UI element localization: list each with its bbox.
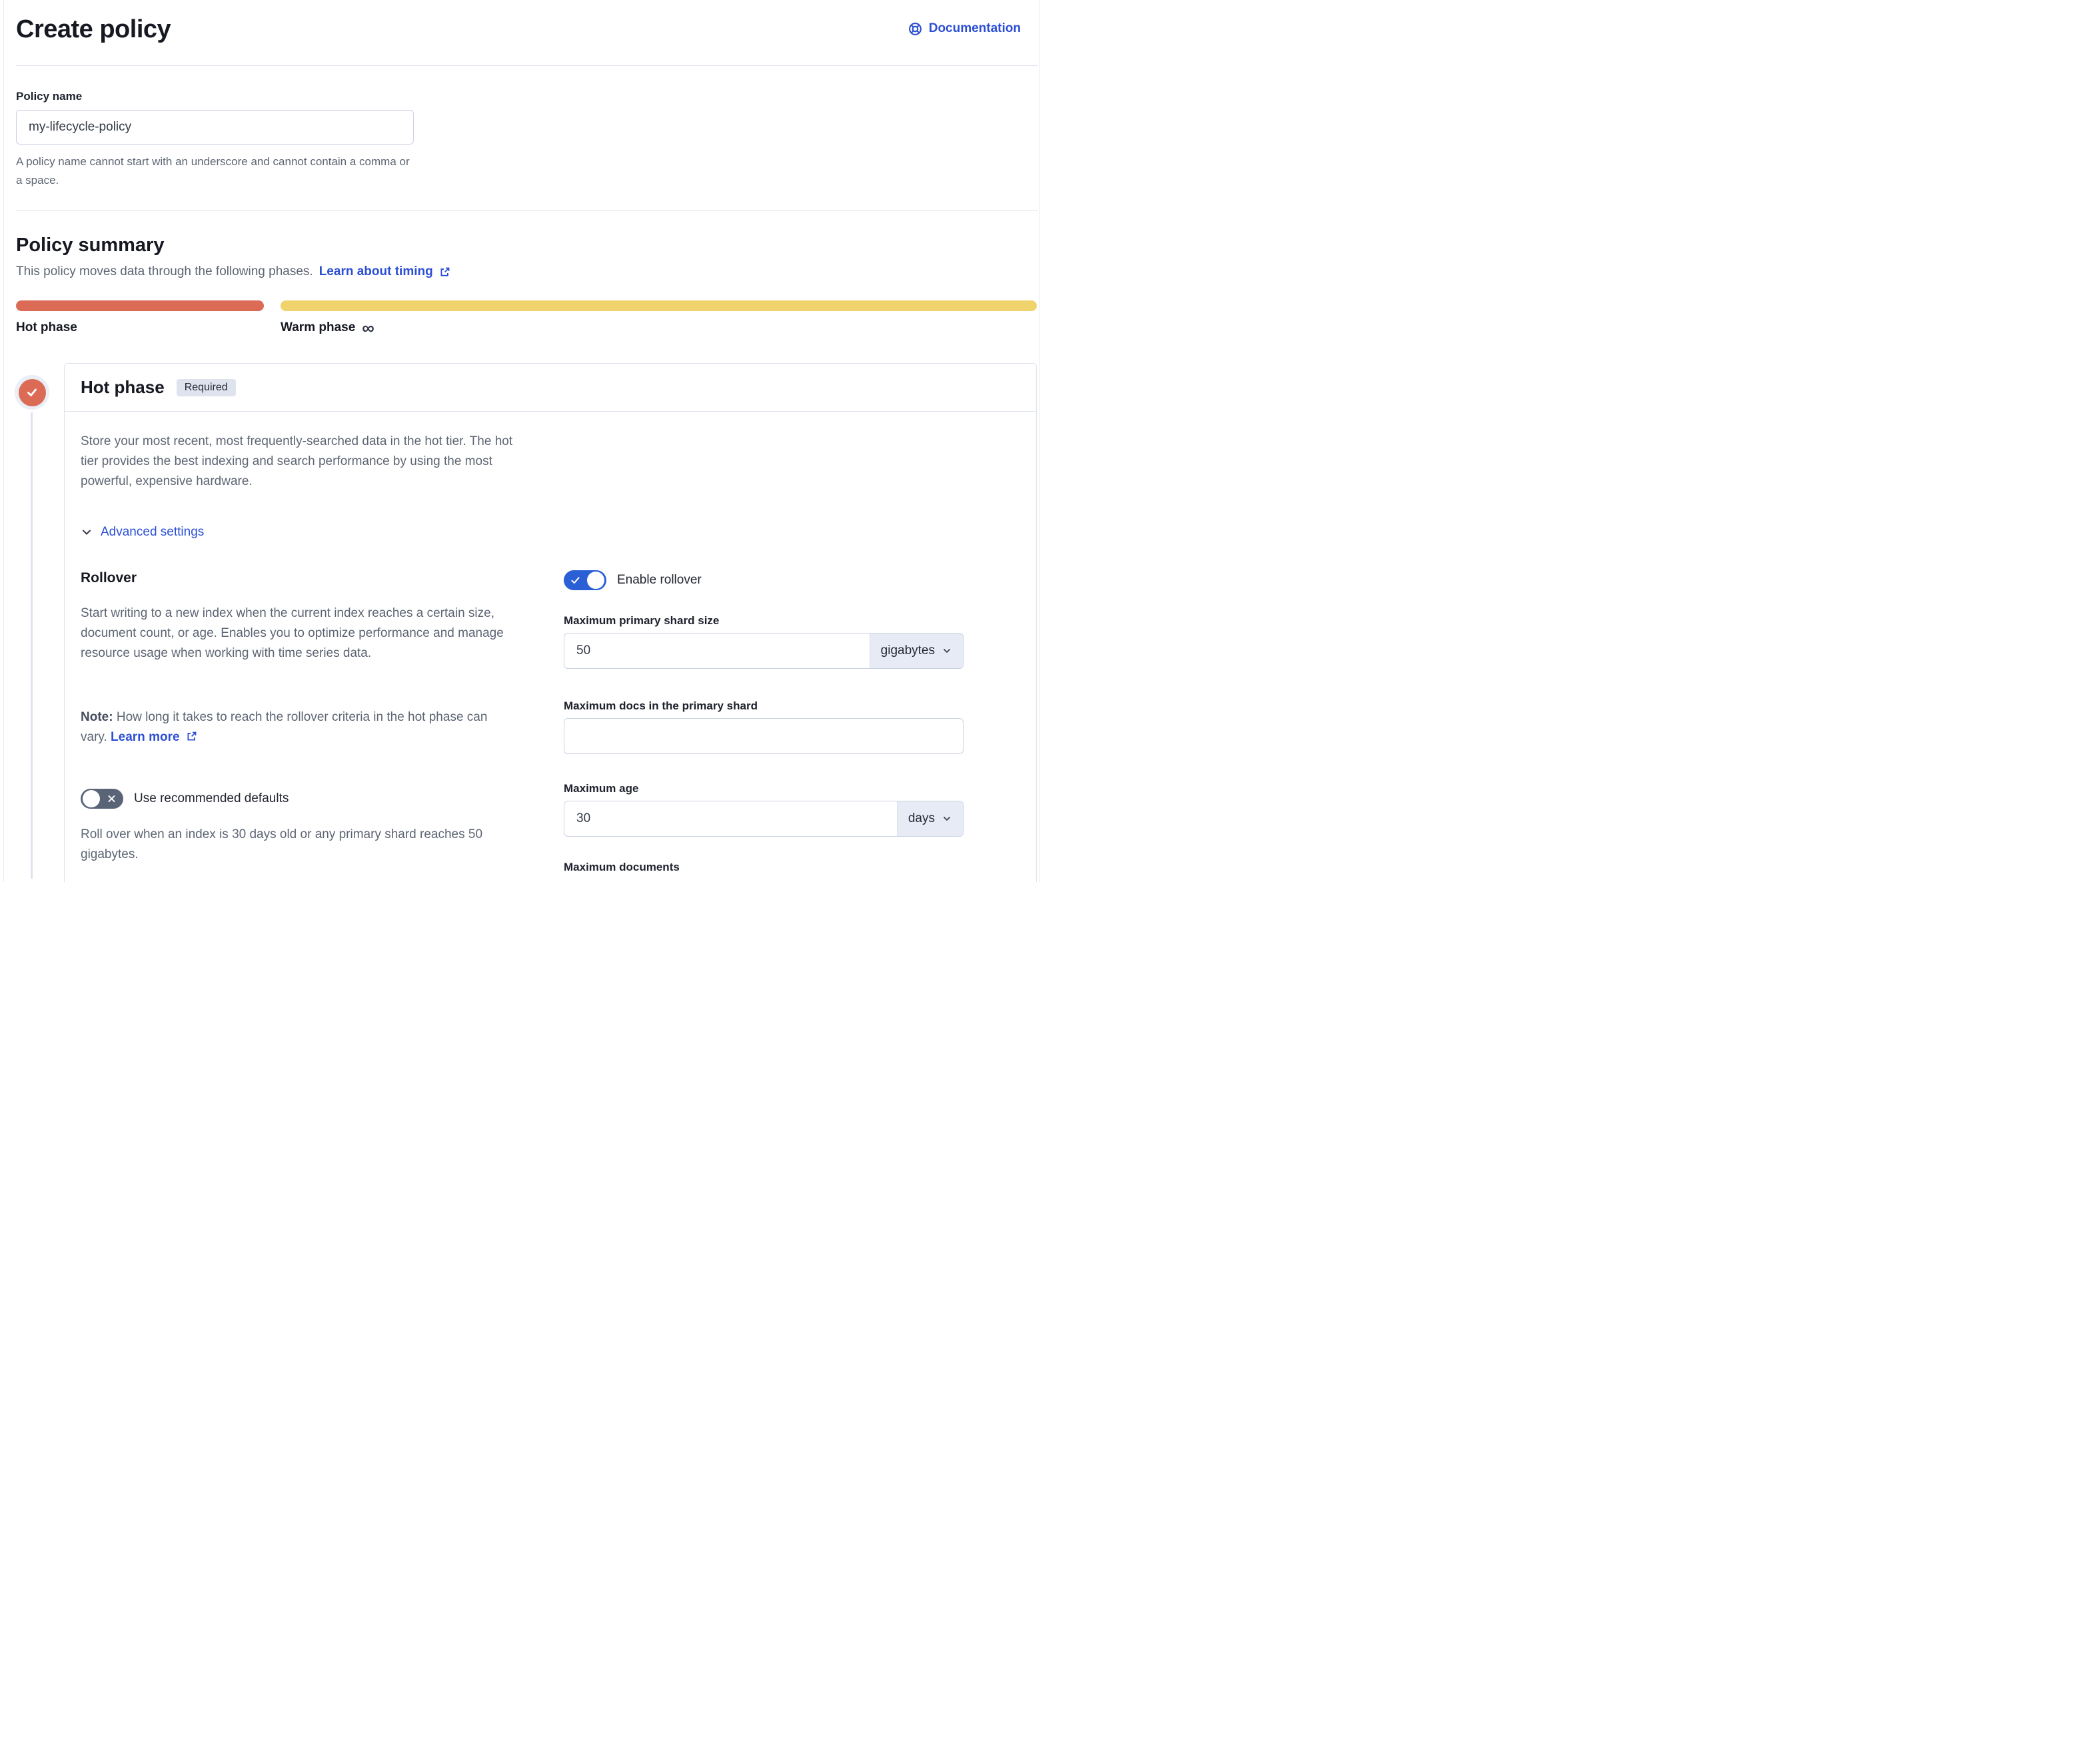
hot-phase-description: Store your most recent, most frequently-searched data in the hot tier. The hot tier provides the best indexing and search performance by using the most powerful, expensive hardware.: [81, 434, 513, 488]
rollover-grid: [81, 570, 1020, 874]
rollover-note: [81, 707, 517, 747]
use-recommended-defaults-toggle[interactable]: [81, 789, 123, 809]
use-recommended-defaults-label: Use recommended defaults: [134, 791, 289, 805]
page-title: Create policy: [16, 15, 171, 43]
hot-phase-card-header: [65, 364, 1036, 412]
max-docs-input[interactable]: [564, 719, 963, 753]
rollover-title: Rollover: [81, 570, 137, 586]
advanced-settings-label: Advanced settings: [101, 525, 205, 539]
documentation-link[interactable]: [908, 21, 1021, 36]
defaults-description: Roll over when an index is 30 days old or any primary shard reaches 50 gigabytes.: [81, 827, 483, 861]
use-recommended-defaults-row: [81, 789, 564, 809]
hot-phase-card: [64, 363, 1037, 882]
note-text: How long it takes to reach the rollover criteria in the hot phase can vary.: [81, 710, 488, 744]
max-age-label: Maximum age: [564, 782, 639, 795]
advanced-settings-toggle[interactable]: [81, 525, 204, 540]
page-header: [0, 0, 1048, 45]
rollover-fields-column: [564, 570, 964, 874]
max-docs-field: [564, 699, 964, 754]
hot-phase-card-body: [65, 412, 1036, 874]
hot-phase-check-icon: [19, 379, 46, 406]
create-policy-page: [0, 0, 1048, 882]
phase-timeline: [16, 300, 1037, 311]
external-link-icon: [186, 731, 197, 742]
rollover-description: Start writing to a new index when the current index reaches a certain size, document count, or age. Enables you to optimize performance and manage resource usage when working with time series data.: [81, 606, 504, 660]
documentation-link-label: Documentation: [928, 21, 1021, 35]
toggle-x-icon: [107, 794, 117, 804]
policy-name-label: Policy name: [16, 90, 83, 103]
max-age-input[interactable]: [564, 801, 897, 836]
required-badge: Required: [177, 379, 236, 396]
enable-rollover-toggle[interactable]: [564, 570, 606, 590]
learn-about-timing-link[interactable]: Learn about timing: [319, 264, 433, 278]
policy-summary-title: Policy summary: [16, 234, 165, 256]
hot-phase-section: [0, 363, 1048, 882]
policy-summary-section: [0, 211, 1048, 338]
policy-summary-description: This policy moves data through the following phases.: [16, 264, 313, 278]
learn-more-link[interactable]: Learn more: [111, 730, 180, 744]
toggle-knob: [83, 790, 100, 807]
warm-phase-timeline-label: Warm phase ∞: [281, 318, 374, 338]
rollover-info-column: [81, 570, 564, 874]
policy-name-section: [0, 66, 1048, 190]
max-primary-shard-size-field: [564, 614, 964, 669]
max-primary-shard-size-input[interactable]: [564, 634, 870, 668]
toggle-check-icon: [570, 575, 581, 586]
max-age-unit-select[interactable]: days: [897, 801, 963, 836]
max-docs-label: Maximum docs in the primary shard: [564, 699, 758, 712]
max-age-field: [564, 782, 964, 837]
chevron-down-icon: [942, 646, 952, 656]
enable-rollover-row: [564, 570, 964, 590]
hot-phase-timeline-label: Hot phase: [16, 320, 77, 334]
warm-phase-bar: [281, 300, 1037, 311]
enable-rollover-label: Enable rollover: [617, 573, 702, 587]
policy-name-help: A policy name cannot start with an underscore and cannot contain a comma or a space.: [16, 155, 410, 187]
chevron-down-icon: [942, 813, 952, 824]
infinity-icon: ∞: [362, 318, 374, 338]
hot-phase-status-ring: [15, 375, 49, 410]
max-primary-shard-size-label: Maximum primary shard size: [564, 614, 720, 627]
note-prefix: Note:: [81, 710, 113, 724]
hot-phase-title: Hot phase: [81, 377, 165, 397]
help-life-ring-icon: [908, 22, 922, 36]
phase-timeline-rail: [31, 412, 33, 879]
chevron-down-icon: [81, 526, 93, 538]
max-documents-field: [564, 861, 964, 874]
max-primary-shard-size-unit-select[interactable]: gigabytes: [870, 634, 963, 668]
policy-name-input[interactable]: [16, 110, 414, 145]
toggle-knob: [587, 572, 604, 589]
hot-phase-bar: [16, 300, 264, 311]
external-link-icon: [439, 266, 450, 278]
max-documents-label: Maximum documents: [564, 861, 680, 873]
phase-labels: [16, 320, 1037, 338]
